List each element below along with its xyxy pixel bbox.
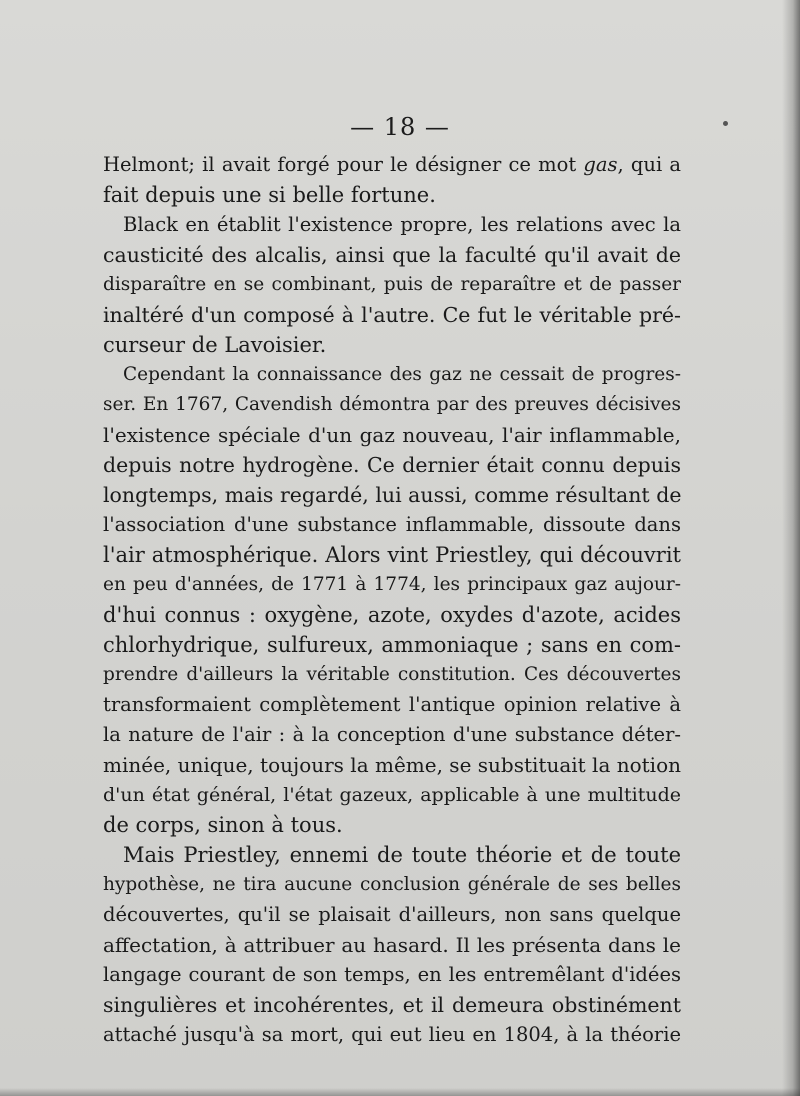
text-line: fait depuis une si belle fortune. <box>103 183 436 207</box>
text-line: longtemps, mais regardé, lui aussi, comme résultant de <box>103 483 682 507</box>
text-line: l'association d'une substance inflammable, dissoute dans <box>103 513 681 536</box>
text-line: singulières et incohérentes, et il demeura obstinément <box>103 993 681 1017</box>
text-line: d'un état général, l'état gazeux, applicable à une multitude <box>103 784 681 806</box>
text-line: découvertes, qu'il se plaisait d'ailleurs, non sans quelque <box>103 903 681 926</box>
text-line: chlorhydrique, sulfureux, ammoniaque ; sans en com- <box>103 633 681 657</box>
text-line: transformaient complètement l'antique opinion relative à <box>103 693 681 716</box>
text-line: curseur de Lavoisier. <box>103 333 327 357</box>
page-number: — 18 — <box>350 113 450 141</box>
text-line: minée, unique, toujours la même, se substituait la notion <box>103 753 681 777</box>
text-line: inaltéré d'un composé à l'autre. Ce fut le véritable pré- <box>103 303 681 327</box>
text-line: affectation, à attribuer au hasard. Il les présenta dans le <box>103 933 681 957</box>
text-line: ser. En 1767, Cavendish démontra par des preuves décisives <box>103 394 681 415</box>
text-line: attaché jusqu'à sa mort, qui eut lieu en 1804, à la théorie <box>103 1023 681 1046</box>
text-line: la nature de l'air : à la conception d'une substance déter- <box>103 723 681 746</box>
text-line: de corps, sinon à tous. <box>103 813 343 837</box>
text-line: Cependant la connaissance des gaz ne cessait de progres- <box>123 364 681 385</box>
text-line: disparaître en se combinant, puis de reparaître et de passer <box>103 274 681 295</box>
body-text <box>103 150 681 1050</box>
text-line: Mais Priestley, ennemi de toute théorie et de toute <box>123 843 681 867</box>
text-line: hypothèse, ne tira aucune conclusion générale de ses belles <box>103 874 681 895</box>
text-line: Helmont; il avait forgé pour le désigner ce mot gas, qui a <box>103 153 681 176</box>
text-line: d'hui connus : oxygène, azote, oxydes d'azote, acides <box>103 603 681 627</box>
text-line: causticité des alcalis, ainsi que la faculté qu'il avait de <box>103 243 681 267</box>
page-edge-shadow <box>782 0 800 1096</box>
text-line: depuis notre hydrogène. Ce dernier était connu depuis <box>103 453 681 477</box>
text-line: Black en établit l'existence propre, les relations avec la <box>123 213 681 236</box>
text-line: l'existence spéciale d'un gaz nouveau, l'air inflammable, <box>103 423 681 447</box>
page-bottom-shadow <box>0 1088 800 1096</box>
text-line: en peu d'années, de 1771 à 1774, les principaux gaz aujour- <box>103 574 681 595</box>
text-line: prendre d'ailleurs la véritable constitution. Ces découvertes <box>103 664 681 685</box>
text-line: l'air atmosphérique. Alors vint Priestley, qui découvrit <box>103 543 681 567</box>
text-line: langage courant de son temps, en les entremêlant d'idées <box>103 963 681 986</box>
